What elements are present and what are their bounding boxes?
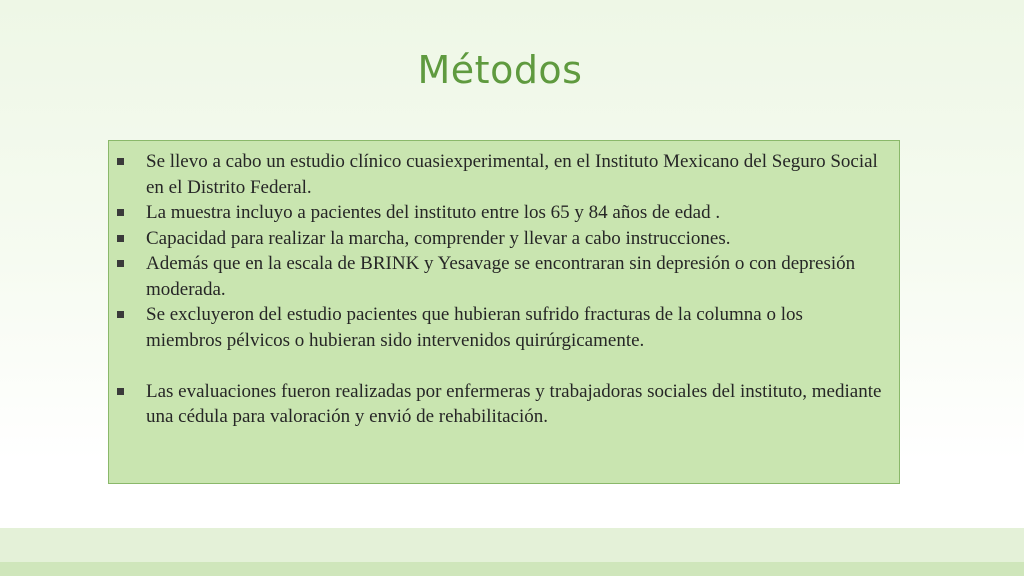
bullet-item [117,379,883,430]
bullet-list [117,149,883,430]
bullet-item [117,251,883,302]
square-bullet-icon [117,388,124,395]
square-bullet-icon [117,235,124,242]
bullet-item [117,302,883,353]
square-bullet-icon [117,311,124,318]
bullet-item [117,149,883,200]
bullet-text: Se excluyeron del estudio pacientes que hubieran sufrido fracturas de la columna o los miembros pélvicos o hubieran sido intervenidos quirúrgicamente. [146,304,803,351]
bullet-item [117,226,883,252]
bullet-text: Se llevo a cabo un estudio clínico cuasiexperimental, en el Instituto Mexicano del Seguro Social en el Distrito Federal. [146,151,878,198]
square-bullet-icon [117,260,124,267]
bullet-text: Capacidad para realizar la marcha, comprender y llevar a cabo instrucciones. [146,227,731,249]
footer-band [0,528,1024,562]
square-bullet-icon [117,209,124,216]
footer-band-accent [0,562,1024,576]
bullet-text: Las evaluaciones fueron realizadas por enfermeras y trabajadoras sociales del instituto, mediante una cédula para valoración y envió de rehabilitación. [146,380,882,427]
square-bullet-icon [117,158,124,165]
bullet-item [117,200,883,226]
bullet-text: La muestra incluyo a pacientes del instituto entre los 65 y 84 años de edad . [146,202,721,223]
slide-title: Métodos [417,48,583,92]
content-box [108,140,900,484]
bullet-text: Además que en la escala de BRINK y Yesavage se encontraran sin depresión o con depresión moderada. [146,253,856,300]
